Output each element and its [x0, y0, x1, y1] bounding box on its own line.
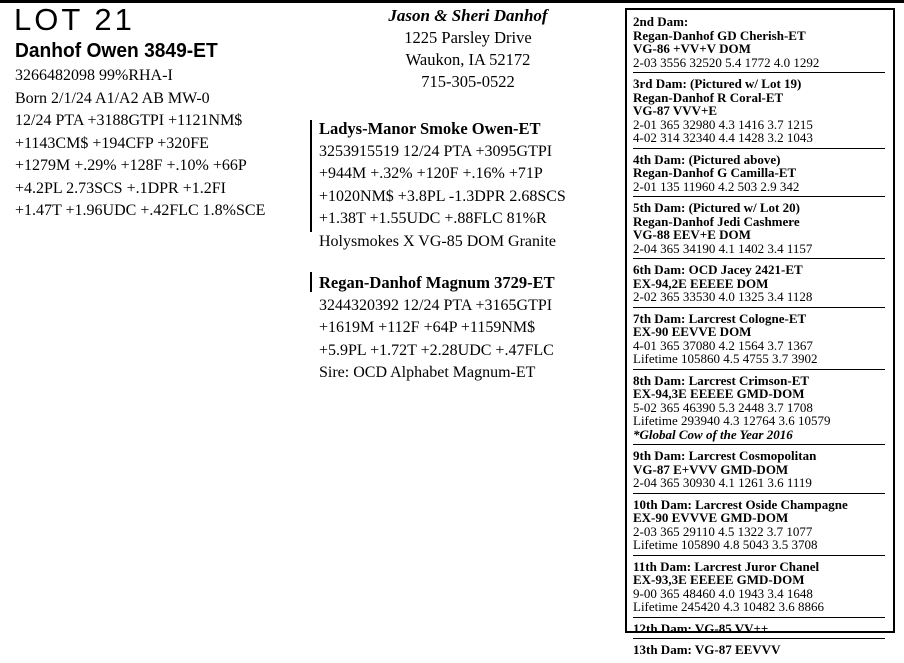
lot-detail-line: +1.47T +1.96UDC +.42FLC 1.8%SCE	[15, 202, 266, 219]
sire-block	[319, 272, 555, 385]
pedigree-line: 2-04 365 30930 4.1 1261 3.6 1119	[633, 475, 812, 490]
pedigree-line: VG-87 E+VVV GMD-DOM	[633, 461, 789, 477]
lot-detail-line: 3266482098 99%RHA-I	[15, 67, 173, 84]
pedigree-line: Regan-Danhof GD Cherish-ET	[633, 27, 806, 43]
pedigree-line: Regan-Danhof Jedi Cashmere	[633, 213, 800, 229]
pedigree-line: 4th Dam: (Pictured above)	[633, 151, 781, 167]
owner-phone: 715-305-0522	[421, 72, 515, 91]
pedigree-line: 6th Dam: OCD Jacey 2421-ET	[633, 262, 803, 277]
pedigree-line: 2-04 365 34190 4.1 1402 3.4 1157	[633, 240, 813, 256]
sire-line: +5.9PL +1.72T +2.28UDC +.47FLC	[319, 341, 554, 359]
top-border	[0, 0, 904, 3]
pedigree-entry	[633, 311, 885, 370]
pedigree-line: 2-03 3556 32520 5.4 1772 4.0 1292	[633, 54, 820, 70]
pedigree-line: Regan-Danhof R Coral-ET	[633, 89, 784, 105]
pedigree-line: 9-00 365 48460 4.0 1943 3.4 1648	[633, 585, 813, 601]
pedigree-entry	[633, 621, 885, 640]
pedigree-line: 2-02 365 33530 4.0 1325 3.4 1128	[633, 289, 813, 304]
pedigree-entry	[633, 497, 885, 556]
pedigree-entry	[633, 373, 885, 446]
pedigree-line: 5th Dam: (Pictured w/ Lot 20)	[633, 200, 800, 215]
pedigree-line: Lifetime 105890 4.8 5043 3.5 3708	[633, 537, 818, 552]
pedigree-line: 4-02 314 32340 4.4 1428 3.2 1043	[633, 130, 813, 145]
dam-line: Holysmokes X VG-85 DOM Granite	[319, 232, 557, 250]
pedigree-line: EX-90 EVVVE GMD-DOM	[633, 510, 789, 525]
owner-address: 1225 Parsley Drive	[404, 28, 532, 47]
lot-detail-line: 12/24 PTA +3188GTPI +1121NM$	[15, 112, 243, 129]
pedigree-line: 2-01 135 11960 4.2 503 2.9 342	[633, 178, 800, 194]
animal-name: Danhof Owen 3849-ET	[15, 40, 218, 62]
pedigree-line: 2nd Dam:	[633, 14, 689, 29]
dam-line: +944M +.32% +120F +.16% +71P	[319, 165, 543, 182]
lot-detail-line: +1143CM$ +194CFP +320FE	[15, 134, 209, 152]
pedigree-line: 4-01 365 37080 4.2 1564 3.7 1367	[633, 337, 813, 353]
dam-name: Ladys-Manor Smoke Owen-ET	[319, 119, 541, 138]
pedigree-line: 2-03 365 29110 4.5 1322 3.7 1077	[633, 523, 813, 539]
owner-city: Waukon, IA 52172	[405, 50, 531, 69]
dam-line: +1020NM$ +3.8PL -1.3DPR 2.68SCS	[319, 187, 566, 205]
sire-divider	[310, 272, 312, 292]
pedigree-line: 13th Dam: VG-87 EEVVV	[633, 642, 781, 657]
pedigree-list	[633, 14, 885, 663]
pedigree-entry	[633, 14, 885, 73]
lot-number: LOT 21	[14, 2, 135, 37]
pedigree-line: Lifetime 293940 4.3 12764 3.6 10579	[633, 413, 831, 428]
dam-divider	[310, 120, 312, 232]
pedigree-line: EX-93,3E EEEEE GMD-DOM	[633, 572, 805, 587]
pedigree-line: 2-01 365 32980 4.3 1416 3.7 1215	[633, 116, 813, 132]
pedigree-line: Regan-Danhof G Camilla-ET	[633, 165, 797, 180]
sire-line: Sire: OCD Alphabet Magnum-ET	[319, 364, 536, 381]
pedigree-line: 8th Dam: Larcrest Crimson-ET	[633, 372, 810, 388]
pedigree-line: 3rd Dam: (Pictured w/ Lot 19)	[633, 76, 802, 91]
pedigree-line: *Global Cow of the Year 2016	[633, 426, 793, 442]
pedigree-line: 10th Dam: Larcrest Oside Champagne	[633, 496, 848, 512]
pedigree-line: Lifetime 105860 4.5 4755 3.7 3902	[633, 351, 818, 366]
sire-line: +1619M +112F +64P +1159NM$	[319, 319, 536, 336]
sire-name: Regan-Danhof Magnum 3729-ET	[319, 273, 555, 292]
pedigree-line: VG-86 +VV+V DOM	[633, 41, 751, 56]
pedigree-entry	[633, 152, 885, 198]
pedigree-line: 11th Dam: Larcrest Juror Chanel	[633, 558, 820, 574]
pedigree-line: VG-88 EEV+E DOM	[633, 227, 751, 242]
pedigree-line: EX-94,3E EEEEE GMD-DOM	[633, 386, 805, 401]
pedigree-line: 7th Dam: Larcrest Cologne-ET	[633, 310, 807, 326]
pedigree-entry	[633, 76, 885, 149]
lot-details	[15, 65, 265, 223]
pedigree-entry	[633, 559, 885, 618]
dam-block	[319, 118, 566, 253]
pedigree-entry	[633, 262, 885, 308]
pedigree-line: EX-90 EEVVE DOM	[633, 324, 752, 339]
lot-detail-line: +4.2PL 2.73SCS +.1DPR +1.2FI	[15, 179, 226, 197]
pedigree-line: EX-94,2E EEEEE DOM	[633, 275, 769, 291]
sire-line: 3244320392 12/24 PTA +3165GTPI	[319, 296, 553, 314]
pedigree-line: Lifetime 245420 4.3 10482 3.6 8866	[633, 599, 825, 614]
lot-detail-line: +1279M +.29% +128F +.10% +66P	[15, 157, 247, 174]
pedigree-entry	[633, 642, 885, 660]
pedigree-entry	[633, 448, 885, 494]
pedigree-line: 5-02 365 46390 5.3 2448 3.7 1708	[633, 399, 813, 415]
owner-name: Jason & Sheri Danhof	[388, 6, 548, 25]
dam-line: 3253915519 12/24 PTA +3095GTPI	[319, 142, 553, 160]
pedigree-line: VG-87 VVV+E	[633, 103, 718, 118]
dam-line: +1.38T +1.55UDC +.88FLC 81%R	[319, 210, 547, 227]
owner-contact	[368, 5, 568, 93]
pedigree-line: 12th Dam: VG-85 VV++	[633, 620, 769, 636]
lot-detail-line: Born 2/1/24 A1/A2 AB MW-0	[15, 89, 210, 107]
pedigree-line: 9th Dam: Larcrest Cosmopolitan	[633, 448, 817, 463]
pedigree-entry	[633, 200, 885, 259]
pedigree-box	[625, 8, 895, 657]
